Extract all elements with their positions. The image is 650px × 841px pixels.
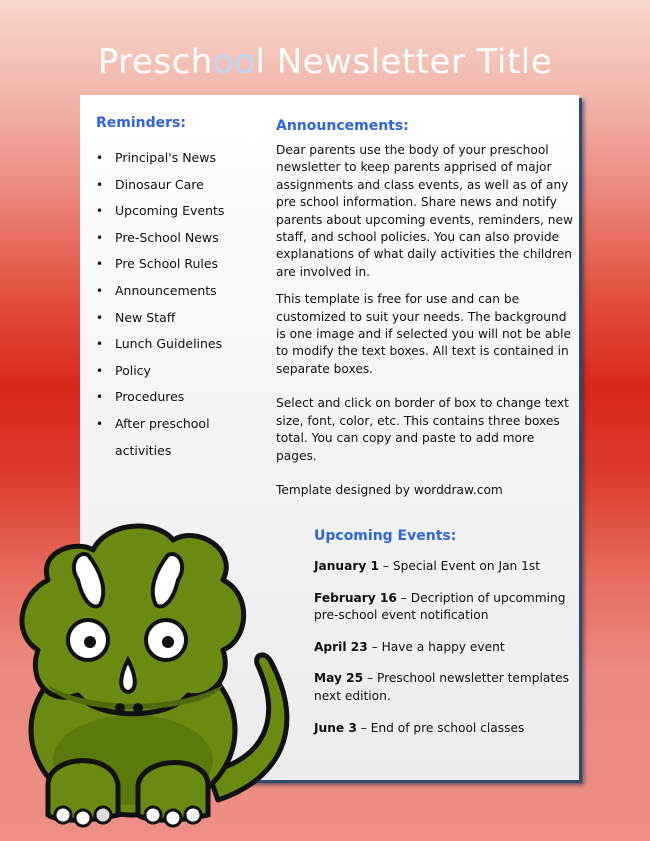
bullet-icon: • bbox=[96, 363, 104, 378]
bullet-icon: • bbox=[96, 257, 104, 272]
title-text-start: Presch bbox=[97, 42, 213, 82]
reminder-item bbox=[96, 172, 266, 199]
event-date: April 23 bbox=[314, 639, 368, 654]
reminders-heading: Reminders: bbox=[96, 115, 186, 131]
event-item bbox=[314, 720, 584, 738]
reminder-item bbox=[96, 225, 266, 252]
bullet-icon: • bbox=[96, 230, 104, 245]
upcoming-events-box[interactable] bbox=[314, 528, 584, 737]
bullet-icon: • bbox=[96, 416, 104, 431]
reminder-label: Lunch Guidelines bbox=[115, 336, 223, 352]
bullet-icon: • bbox=[96, 151, 104, 165]
event-date: May 25 bbox=[314, 671, 364, 686]
reminder-item bbox=[96, 278, 266, 305]
reminder-item bbox=[96, 145, 266, 172]
reminder-label: Upcoming Events bbox=[115, 203, 225, 219]
reminder-item bbox=[96, 384, 266, 411]
bullet-icon: • bbox=[96, 390, 104, 405]
bullet-icon: • bbox=[96, 204, 104, 219]
reminder-item bbox=[96, 198, 266, 225]
event-item bbox=[314, 558, 584, 576]
announcements-heading: Announcements: bbox=[276, 118, 409, 134]
event-description: – Have a happy event bbox=[367, 639, 505, 654]
bullet-icon: • bbox=[96, 310, 104, 325]
event-date: February 16 bbox=[314, 590, 397, 605]
triceratops-dinosaur-icon bbox=[8, 510, 298, 830]
reminder-label: Procedures bbox=[115, 389, 185, 405]
bullet-icon: • bbox=[96, 283, 104, 298]
upcoming-events-heading: Upcoming Events: bbox=[314, 528, 457, 544]
reminder-item bbox=[96, 358, 266, 385]
reminder-label: After preschool bbox=[115, 415, 210, 431]
announcement-paragraph: This template is free for use and can be customized to suit your needs. The background is one image and if selected you will not be able to modify the text boxes. All text is contained in separate boxes. bbox=[276, 292, 571, 376]
event-date: June 3 bbox=[314, 720, 357, 735]
reminder-item bbox=[96, 331, 266, 358]
reminder-label: activities bbox=[115, 442, 172, 458]
credit-text: Template designed by worddraw.com bbox=[276, 482, 503, 497]
reminder-label: Announcements bbox=[115, 282, 217, 298]
reminder-label: Policy bbox=[115, 362, 151, 378]
event-item bbox=[314, 590, 584, 625]
event-description: – Special Event on Jan 1st bbox=[379, 559, 541, 573]
event-description: – Preschool newsletter templates next edition. bbox=[314, 671, 570, 703]
announcement-paragraph: Dear parents use the body of your preschool newsletter to keep parents apprised of major assignments and class events, as well as of any pre school information. Share news and notify parents about upcoming events, reminders, new staff, and school policies. You can also provide explanations of what daily activities the children are involved in. bbox=[276, 143, 573, 279]
reminder-item-continued bbox=[96, 438, 266, 465]
reminder-item bbox=[96, 251, 266, 278]
newsletter-title bbox=[0, 42, 650, 82]
reminder-label: Pre-School News bbox=[115, 229, 219, 245]
event-description: – Decription of upcomming pre-school event notification bbox=[314, 590, 566, 623]
reminder-label: New Staff bbox=[115, 309, 176, 325]
announcements-box[interactable] bbox=[276, 118, 576, 499]
bullet-icon: • bbox=[96, 337, 104, 352]
reminder-label: Dinosaur Care bbox=[115, 176, 204, 192]
reminder-item bbox=[96, 305, 266, 332]
reminder-label: Principal's News bbox=[115, 150, 216, 165]
reminder-label: Pre School Rules bbox=[115, 256, 219, 272]
event-date: January 1 bbox=[314, 559, 380, 573]
event-item bbox=[314, 670, 584, 705]
reminders-list bbox=[96, 145, 266, 464]
event-description: – End of pre school classes bbox=[356, 720, 525, 735]
title-text-accent: oo bbox=[212, 42, 256, 82]
reminder-item bbox=[96, 411, 266, 438]
reminders-box[interactable] bbox=[96, 115, 266, 464]
announcement-paragraph: Select and click on border of box to change text size, font, color, etc. This contains three boxes total. You can copy and paste to add more pages. bbox=[276, 396, 569, 463]
event-item bbox=[314, 639, 584, 657]
title-text-end: l Newsletter Title bbox=[255, 42, 553, 82]
bullet-icon: • bbox=[96, 177, 104, 192]
